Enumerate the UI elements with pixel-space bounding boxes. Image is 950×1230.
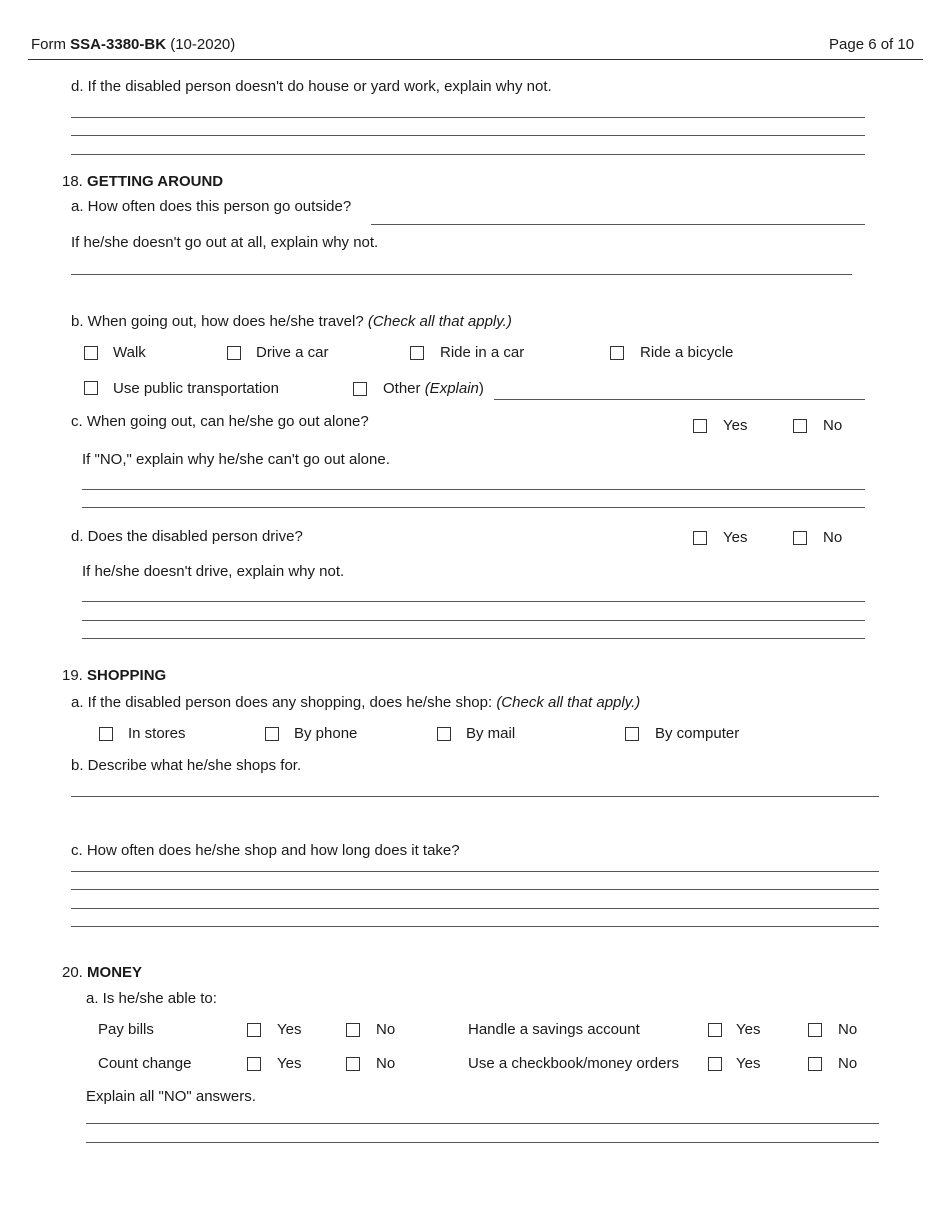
- section-20-number: 20.: [62, 964, 88, 981]
- q17d-text: d. If the disabled person doesn't do house or yard work, explain why not.: [71, 78, 552, 95]
- q19b-text: b. Describe what he/she shops for.: [71, 757, 302, 774]
- in-stores-label: In stores: [128, 725, 186, 742]
- q19a-text: [71, 694, 640, 711]
- q19a-question: a. If the disabled person does any shopping, does he/she shop:: [71, 694, 497, 711]
- section-20-title: MONEY: [87, 964, 143, 981]
- in-stores-checkbox[interactable]: [99, 727, 113, 741]
- form-date: (10-2020): [166, 36, 236, 53]
- q18c-yes-label: Yes: [723, 417, 748, 434]
- pay-bills-label: Pay bills: [98, 1021, 154, 1038]
- public-transport-label: Use public transportation: [113, 380, 279, 397]
- other-prefix: Other: [383, 380, 425, 397]
- walk-checkbox[interactable]: [84, 346, 98, 360]
- q18c-followup: If "NO," explain why he/she can't go out alone.: [82, 451, 390, 468]
- q19b-answer-line[interactable]: [71, 796, 879, 797]
- q18b-question: b. When going out, how does he/she travel?: [71, 313, 368, 330]
- q18d-followup: If he/she doesn't drive, explain why not.: [82, 563, 345, 580]
- section-18-title: GETTING AROUND: [87, 173, 224, 190]
- savings-no-checkbox[interactable]: [808, 1023, 822, 1037]
- section-18-number: 18.: [62, 173, 88, 190]
- walk-label: Walk: [113, 344, 146, 361]
- q18c-no-checkbox[interactable]: [793, 419, 807, 433]
- other-travel-line[interactable]: [494, 399, 865, 400]
- q18b-text: [71, 313, 512, 330]
- q17d-answer-line-2[interactable]: [71, 135, 865, 136]
- savings-no-label: No: [838, 1021, 858, 1038]
- ride-car-checkbox[interactable]: [410, 346, 424, 360]
- other-travel-checkbox[interactable]: [353, 382, 367, 396]
- page-number: Page 6 of 10: [829, 36, 915, 53]
- section-20-heading: [62, 964, 142, 981]
- by-mail-label: By mail: [466, 725, 516, 742]
- section-18-heading: [62, 173, 223, 190]
- header-rule: [28, 59, 923, 60]
- checkbook-no-label: No: [838, 1055, 858, 1072]
- checkbook-no-checkbox[interactable]: [808, 1057, 822, 1071]
- checkbook-label: Use a checkbook/money orders: [468, 1055, 679, 1072]
- by-mail-checkbox[interactable]: [437, 727, 451, 741]
- q19c-text: c. How often does he/she shop and how long does it take?: [71, 842, 460, 859]
- q18c-yes-checkbox[interactable]: [693, 419, 707, 433]
- ride-bicycle-label: Ride a bicycle: [640, 344, 734, 361]
- pay-bills-yes-label: Yes: [277, 1021, 302, 1038]
- q18d-answer-line-3[interactable]: [82, 638, 865, 639]
- q18c-answer-line-2[interactable]: [82, 507, 865, 508]
- q18a-answer-line[interactable]: [371, 224, 865, 225]
- by-phone-label: By phone: [294, 725, 358, 742]
- q19c-answer-line-2[interactable]: [71, 889, 879, 890]
- form-identifier: [31, 36, 235, 53]
- q18d-answer-line-1[interactable]: [82, 601, 865, 602]
- savings-label: Handle a savings account: [468, 1021, 640, 1038]
- section-19-heading: [62, 667, 166, 684]
- other-travel-label: [383, 380, 484, 397]
- q18a-followup: If he/she doesn't go out at all, explain why not.: [71, 234, 379, 251]
- q17d-answer-line-3[interactable]: [71, 154, 865, 155]
- q20a-text: a. Is he/she able to:: [86, 990, 217, 1007]
- q19c-answer-line-4[interactable]: [71, 926, 879, 927]
- drive-car-checkbox[interactable]: [227, 346, 241, 360]
- section-19-title: SHOPPING: [87, 667, 167, 684]
- checkbook-yes-label: Yes: [736, 1055, 761, 1072]
- q18b-note: (Check all that apply.): [367, 313, 512, 330]
- ride-bicycle-checkbox[interactable]: [610, 346, 624, 360]
- q18d-yes-label: Yes: [723, 529, 748, 546]
- q18d-answer-line-2[interactable]: [82, 620, 865, 621]
- other-suffix: ): [478, 380, 484, 397]
- form-prefix: Form: [31, 36, 71, 53]
- q19c-answer-line-3[interactable]: [71, 908, 879, 909]
- q18c-no-label: No: [823, 417, 843, 434]
- explain-no-answers: Explain all "NO" answers.: [86, 1088, 256, 1105]
- savings-yes-checkbox[interactable]: [708, 1023, 722, 1037]
- q18a-followup-line[interactable]: [71, 274, 852, 275]
- q19a-note: (Check all that apply.): [496, 694, 641, 711]
- q18c-text: c. When going out, can he/she go out alone?: [71, 413, 369, 430]
- count-change-yes-checkbox[interactable]: [247, 1057, 261, 1071]
- count-change-no-label: No: [376, 1055, 396, 1072]
- q18d-no-label: No: [823, 529, 843, 546]
- pay-bills-yes-checkbox[interactable]: [247, 1023, 261, 1037]
- q17d-answer-line-1[interactable]: [71, 117, 865, 118]
- explain-answer-line-1[interactable]: [86, 1123, 879, 1124]
- checkbook-yes-checkbox[interactable]: [708, 1057, 722, 1071]
- public-transport-checkbox[interactable]: [84, 381, 98, 395]
- by-computer-checkbox[interactable]: [625, 727, 639, 741]
- by-phone-checkbox[interactable]: [265, 727, 279, 741]
- drive-car-label: Drive a car: [256, 344, 329, 361]
- ride-car-label: Ride in a car: [440, 344, 525, 361]
- count-change-label: Count change: [98, 1055, 192, 1072]
- count-change-yes-label: Yes: [277, 1055, 302, 1072]
- q18d-yes-checkbox[interactable]: [693, 531, 707, 545]
- q18d-no-checkbox[interactable]: [793, 531, 807, 545]
- count-change-no-checkbox[interactable]: [346, 1057, 360, 1071]
- q18c-answer-line-1[interactable]: [82, 489, 865, 490]
- q19c-answer-line-1[interactable]: [71, 871, 879, 872]
- savings-yes-label: Yes: [736, 1021, 761, 1038]
- section-19-number: 19.: [62, 667, 88, 684]
- explain-answer-line-2[interactable]: [86, 1142, 879, 1143]
- q18a-text: a. How often does this person go outside?: [71, 198, 352, 215]
- pay-bills-no-label: No: [376, 1021, 396, 1038]
- other-explain: (Explain: [424, 380, 479, 397]
- pay-bills-no-checkbox[interactable]: [346, 1023, 360, 1037]
- form-id: SSA-3380-BK: [70, 36, 167, 53]
- by-computer-label: By computer: [655, 725, 740, 742]
- q18d-text: d. Does the disabled person drive?: [71, 528, 303, 545]
